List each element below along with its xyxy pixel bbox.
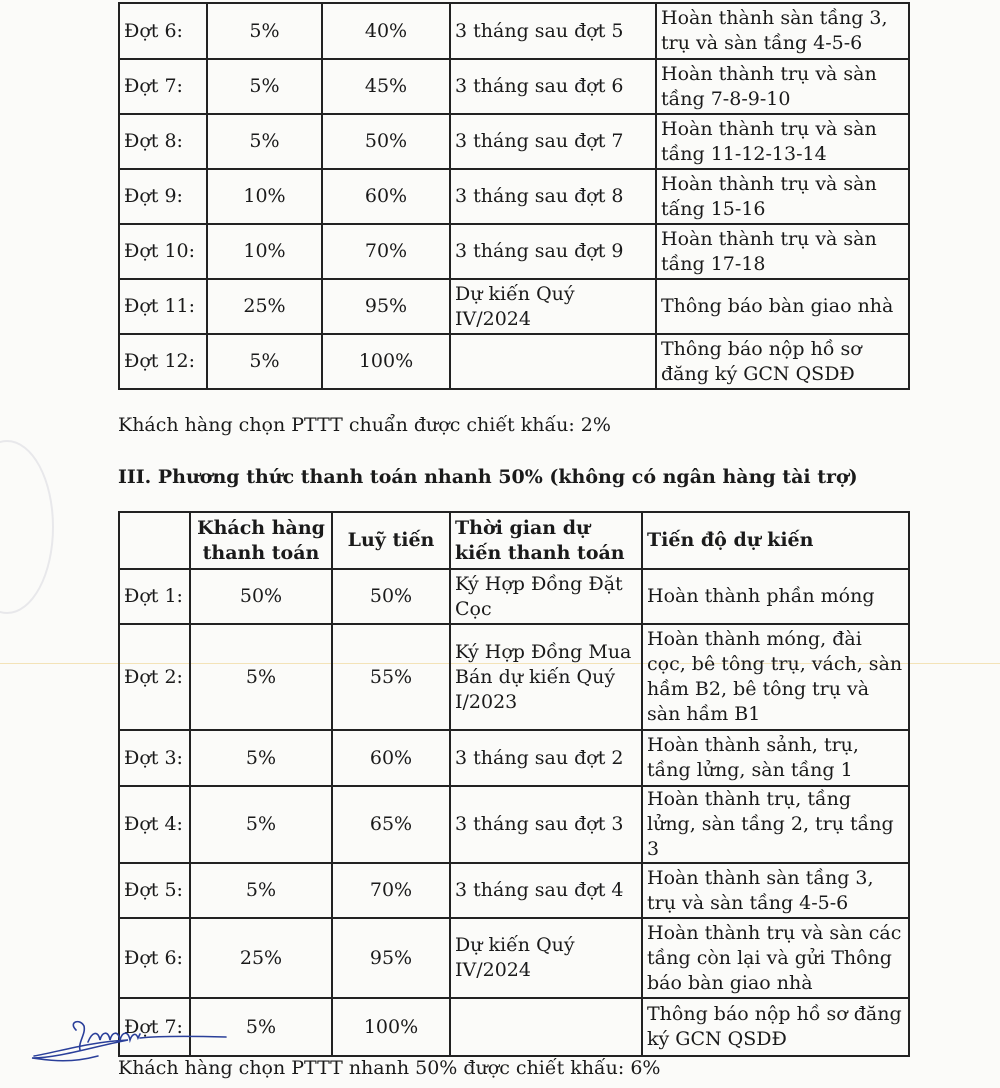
payment-cell: 5% xyxy=(207,334,322,389)
header-payment: Khách hàng thanh toán xyxy=(190,512,332,569)
payment-schedule-table-fast xyxy=(118,511,910,1057)
phase-cell: Đợt 12: xyxy=(119,334,207,389)
cumulative-cell: 60% xyxy=(332,730,450,786)
payment-cell: 5% xyxy=(190,998,332,1056)
cumulative-cell: 95% xyxy=(322,279,450,334)
payment-schedule-table-standard xyxy=(118,2,910,390)
progress-cell: Hoàn thành sảnh, trụ, tầng lửng, sàn tầng 1 xyxy=(642,730,909,786)
table-row xyxy=(119,279,909,334)
payment-cell: 50% xyxy=(190,569,332,624)
progress-cell: Hoàn thành trụ, tầng lửng, sàn tầng 2, trụ tầng 3 xyxy=(642,786,909,863)
cumulative-cell: 40% xyxy=(322,3,450,59)
progress-cell: Hoàn thành trụ và sàn tấng 15-16 xyxy=(656,169,909,224)
phase-cell: Đợt 7: xyxy=(119,998,190,1056)
payment-cell: 5% xyxy=(190,786,332,863)
header-cumulative: Luỹ tiến xyxy=(332,512,450,569)
payment-cell: 10% xyxy=(207,169,322,224)
phase-cell: Đợt 4: xyxy=(119,786,190,863)
table-row xyxy=(119,730,909,786)
progress-cell: Hoàn thành sàn tầng 3, trụ và sàn tầng 4-5-6 xyxy=(642,863,909,918)
progress-cell: Hoàn thành trụ và sàn tầng 17-18 xyxy=(656,224,909,279)
phase-cell: Đợt 6: xyxy=(119,3,207,59)
cumulative-cell: 55% xyxy=(332,624,450,730)
cumulative-cell: 70% xyxy=(322,224,450,279)
time-cell: 3 tháng sau đợt 4 xyxy=(450,863,642,918)
phase-cell: Đợt 11: xyxy=(119,279,207,334)
payment-cell: 5% xyxy=(190,624,332,730)
time-cell xyxy=(450,998,642,1056)
table-row xyxy=(119,786,909,863)
time-cell: 3 tháng sau đợt 6 xyxy=(450,59,656,114)
phase-cell: Đợt 3: xyxy=(119,730,190,786)
cumulative-cell: 100% xyxy=(322,334,450,389)
payment-cell: 5% xyxy=(190,730,332,786)
cumulative-cell: 60% xyxy=(322,169,450,224)
time-cell: Dự kiến Quý IV/2024 xyxy=(450,279,656,334)
phase-cell: Đợt 8: xyxy=(119,114,207,169)
time-cell: Dự kiến Quý IV/2024 xyxy=(450,918,642,998)
progress-cell: Thông báo nộp hồ sơ đăng ký GCN QSDĐ xyxy=(642,998,909,1056)
time-cell: 3 tháng sau đợt 5 xyxy=(450,3,656,59)
payment-cell: 5% xyxy=(207,114,322,169)
cumulative-cell: 65% xyxy=(332,786,450,863)
cumulative-cell: 95% xyxy=(332,918,450,998)
time-cell: 3 tháng sau đợt 7 xyxy=(450,114,656,169)
section-heading: III. Phương thức thanh toán nhanh 50% (không có ngân hàng tài trợ) xyxy=(118,466,858,488)
time-cell: 3 tháng sau đợt 9 xyxy=(450,224,656,279)
discount-note-fast: Khách hàng chọn PTTT nhanh 50% được chiết khấu: 6% xyxy=(118,1057,661,1079)
progress-cell: Hoàn thành trụ và sàn tầng 7-8-9-10 xyxy=(656,59,909,114)
cumulative-cell: 50% xyxy=(322,114,450,169)
table-row xyxy=(119,224,909,279)
header-progress: Tiến độ dự kiến xyxy=(642,512,909,569)
phase-cell: Đợt 5: xyxy=(119,863,190,918)
table-header-row xyxy=(119,512,909,569)
progress-cell: Hoàn thành móng, đài cọc, bê tông trụ, vách, sàn hầm B2, bê tông trụ và sàn hầm B1 xyxy=(642,624,909,730)
discount-note-standard: Khách hàng chọn PTTT chuẩn được chiết khấu: 2% xyxy=(118,414,611,436)
time-cell: Ký Hợp Đồng Mua Bán dự kiến Quý I/2023 xyxy=(450,624,642,730)
cumulative-cell: 70% xyxy=(332,863,450,918)
phase-cell: Đợt 10: xyxy=(119,224,207,279)
progress-cell: Hoàn thành trụ và sàn tầng 11-12-13-14 xyxy=(656,114,909,169)
cumulative-cell: 100% xyxy=(332,998,450,1056)
progress-cell: Hoàn thành phần móng xyxy=(642,569,909,624)
table-row xyxy=(119,169,909,224)
table-row xyxy=(119,918,909,998)
phase-cell: Đợt 6: xyxy=(119,918,190,998)
phase-cell: Đợt 7: xyxy=(119,59,207,114)
payment-cell: 5% xyxy=(207,59,322,114)
faded-stamp xyxy=(0,440,54,614)
table-row xyxy=(119,114,909,169)
payment-cell: 5% xyxy=(190,863,332,918)
header-time: Thời gian dự kiến thanh toán xyxy=(450,512,642,569)
phase-cell: Đợt 9: xyxy=(119,169,207,224)
payment-cell: 5% xyxy=(207,3,322,59)
time-cell: 3 tháng sau đợt 8 xyxy=(450,169,656,224)
header-phase xyxy=(119,512,190,569)
table-row xyxy=(119,3,909,59)
payment-cell: 25% xyxy=(207,279,322,334)
table-row xyxy=(119,624,909,730)
time-cell: 3 tháng sau đợt 2 xyxy=(450,730,642,786)
table-row xyxy=(119,998,909,1056)
table-row xyxy=(119,863,909,918)
progress-cell: Hoàn thành sàn tầng 3, trụ và sàn tầng 4-5-6 xyxy=(656,3,909,59)
progress-cell: Hoàn thành trụ và sàn các tầng còn lại và gửi Thông báo bàn giao nhà xyxy=(642,918,909,998)
table-row xyxy=(119,569,909,624)
cumulative-cell: 50% xyxy=(332,569,450,624)
payment-cell: 25% xyxy=(190,918,332,998)
table-row xyxy=(119,59,909,114)
time-cell: 3 tháng sau đợt 3 xyxy=(450,786,642,863)
time-cell xyxy=(450,334,656,389)
progress-cell: Thông báo nộp hồ sơ đăng ký GCN QSDĐ xyxy=(656,334,909,389)
cumulative-cell: 45% xyxy=(322,59,450,114)
phase-cell: Đợt 1: xyxy=(119,569,190,624)
progress-cell: Thông báo bàn giao nhà xyxy=(656,279,909,334)
payment-cell: 10% xyxy=(207,224,322,279)
phase-cell: Đợt 2: xyxy=(119,624,190,730)
table-row xyxy=(119,334,909,389)
time-cell: Ký Hợp Đồng Đặt Cọc xyxy=(450,569,642,624)
